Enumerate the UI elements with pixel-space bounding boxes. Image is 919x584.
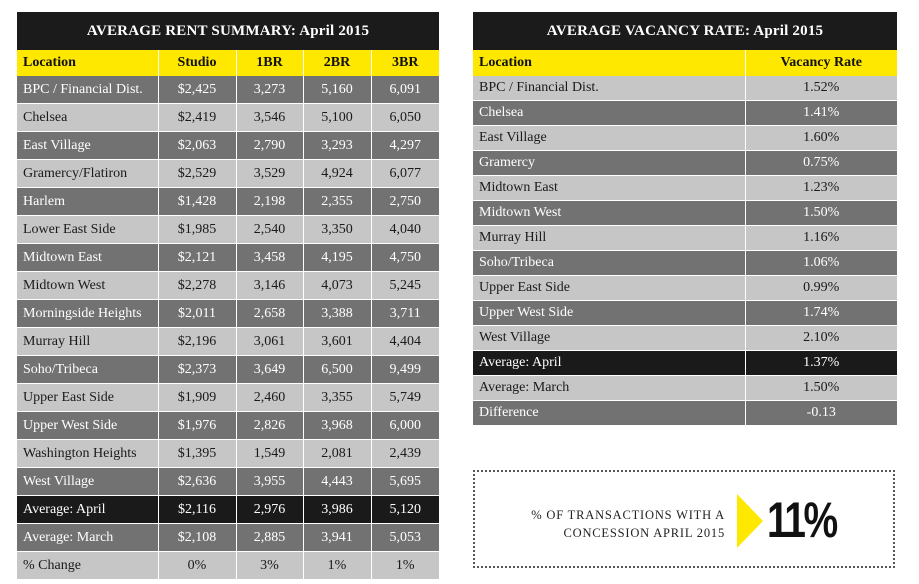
location-cell: Chelsea bbox=[17, 104, 158, 132]
rent-table-row bbox=[17, 216, 439, 244]
value-cell: $2,278 bbox=[158, 272, 236, 300]
rent-table-header-row bbox=[17, 50, 439, 76]
rent-table-row bbox=[17, 496, 439, 524]
value-cell: 3,273 bbox=[236, 76, 303, 104]
value-cell: 1.41% bbox=[745, 101, 897, 126]
value-cell: 9,499 bbox=[371, 356, 439, 384]
value-cell: 2,540 bbox=[236, 216, 303, 244]
rent-table-row bbox=[17, 104, 439, 132]
column-header-2br: 2BR bbox=[303, 50, 371, 76]
value-cell: 3,458 bbox=[236, 244, 303, 272]
value-cell: 1.06% bbox=[745, 251, 897, 276]
vacancy-table-row bbox=[473, 351, 897, 376]
rent-table-row bbox=[17, 468, 439, 496]
value-cell: 1% bbox=[303, 552, 371, 580]
value-cell: 4,404 bbox=[371, 328, 439, 356]
rent-table-row bbox=[17, 76, 439, 104]
rent-table-row bbox=[17, 356, 439, 384]
value-cell: 3,293 bbox=[303, 132, 371, 160]
value-cell: 1.16% bbox=[745, 226, 897, 251]
location-cell: BPC / Financial Dist. bbox=[473, 76, 745, 101]
vacancy-rate-table bbox=[473, 12, 897, 426]
location-cell: Difference bbox=[473, 401, 745, 426]
value-cell: 3,388 bbox=[303, 300, 371, 328]
column-header-1br: 1BR bbox=[236, 50, 303, 76]
location-cell: Upper West Side bbox=[473, 301, 745, 326]
value-cell: 4,297 bbox=[371, 132, 439, 160]
concession-percentage: 11% bbox=[767, 492, 836, 548]
location-cell: Average: April bbox=[17, 496, 158, 524]
vacancy-table-row bbox=[473, 126, 897, 151]
location-cell: West Village bbox=[17, 468, 158, 496]
value-cell: 1% bbox=[371, 552, 439, 580]
value-cell: 2,826 bbox=[236, 412, 303, 440]
value-cell: 3,350 bbox=[303, 216, 371, 244]
concession-label-line1: % OF TRANSACTIONS WITH A bbox=[531, 508, 725, 522]
value-cell: 2,439 bbox=[371, 440, 439, 468]
location-cell: Average: March bbox=[473, 376, 745, 401]
value-cell: 0% bbox=[158, 552, 236, 580]
location-cell: Midtown West bbox=[17, 272, 158, 300]
rent-table-row bbox=[17, 384, 439, 412]
rent-table-row bbox=[17, 552, 439, 580]
value-cell: $1,976 bbox=[158, 412, 236, 440]
value-cell: 1.50% bbox=[745, 376, 897, 401]
rent-table-row bbox=[17, 300, 439, 328]
column-header-studio: Studio bbox=[158, 50, 236, 76]
rent-table-row bbox=[17, 524, 439, 552]
vacancy-table-row bbox=[473, 326, 897, 351]
location-cell: Harlem bbox=[17, 188, 158, 216]
value-cell: $1,909 bbox=[158, 384, 236, 412]
value-cell: 3,529 bbox=[236, 160, 303, 188]
vacancy-table-row bbox=[473, 201, 897, 226]
value-cell: 3,546 bbox=[236, 104, 303, 132]
value-cell: 3,601 bbox=[303, 328, 371, 356]
rent-table-row bbox=[17, 188, 439, 216]
location-cell: Soho/Tribeca bbox=[473, 251, 745, 276]
value-cell: 1.74% bbox=[745, 301, 897, 326]
value-cell: 3,955 bbox=[236, 468, 303, 496]
value-cell: 6,077 bbox=[371, 160, 439, 188]
rent-table-row bbox=[17, 244, 439, 272]
concession-callout bbox=[473, 470, 895, 568]
arrow-right-icon bbox=[737, 494, 763, 548]
rent-table-row bbox=[17, 160, 439, 188]
value-cell: 2,976 bbox=[236, 496, 303, 524]
value-cell: $2,121 bbox=[158, 244, 236, 272]
value-cell: 4,040 bbox=[371, 216, 439, 244]
value-cell: $2,636 bbox=[158, 468, 236, 496]
rent-table-body bbox=[17, 76, 439, 580]
vacancy-table-title: AVERAGE VACANCY RATE: April 2015 bbox=[473, 12, 897, 50]
location-cell: West Village bbox=[473, 326, 745, 351]
location-cell: BPC / Financial Dist. bbox=[17, 76, 158, 104]
concession-label-line2: CONCESSION APRIL 2015 bbox=[563, 526, 725, 540]
vacancy-table-row bbox=[473, 401, 897, 426]
vacancy-table-row bbox=[473, 251, 897, 276]
value-cell: 5,695 bbox=[371, 468, 439, 496]
value-cell: 3,649 bbox=[236, 356, 303, 384]
value-cell: 2,081 bbox=[303, 440, 371, 468]
rent-table-title-row bbox=[17, 12, 439, 50]
vacancy-table-row bbox=[473, 276, 897, 301]
location-cell: Average: March bbox=[17, 524, 158, 552]
value-cell: 2,460 bbox=[236, 384, 303, 412]
vacancy-table-row bbox=[473, 226, 897, 251]
value-cell: $2,373 bbox=[158, 356, 236, 384]
value-cell: 4,443 bbox=[303, 468, 371, 496]
value-cell: 2,658 bbox=[236, 300, 303, 328]
value-cell: 2,355 bbox=[303, 188, 371, 216]
rent-table-row bbox=[17, 440, 439, 468]
value-cell: $1,985 bbox=[158, 216, 236, 244]
value-cell: $2,063 bbox=[158, 132, 236, 160]
value-cell: -0.13 bbox=[745, 401, 897, 426]
value-cell: 0.75% bbox=[745, 151, 897, 176]
value-cell: 6,050 bbox=[371, 104, 439, 132]
value-cell: 3% bbox=[236, 552, 303, 580]
column-header-vacancy-rate: Vacancy Rate bbox=[745, 50, 897, 76]
value-cell: 4,073 bbox=[303, 272, 371, 300]
value-cell: 3,146 bbox=[236, 272, 303, 300]
location-cell: Upper East Side bbox=[473, 276, 745, 301]
value-cell: 1.23% bbox=[745, 176, 897, 201]
vacancy-table-body bbox=[473, 76, 897, 426]
value-cell: $2,196 bbox=[158, 328, 236, 356]
location-cell: Murray Hill bbox=[473, 226, 745, 251]
value-cell: 3,061 bbox=[236, 328, 303, 356]
location-cell: % Change bbox=[17, 552, 158, 580]
value-cell: 3,941 bbox=[303, 524, 371, 552]
rent-table-row bbox=[17, 328, 439, 356]
rent-table-row bbox=[17, 272, 439, 300]
value-cell: 2,790 bbox=[236, 132, 303, 160]
location-cell: Washington Heights bbox=[17, 440, 158, 468]
value-cell: 2,750 bbox=[371, 188, 439, 216]
value-cell: $2,011 bbox=[158, 300, 236, 328]
vacancy-table-row bbox=[473, 376, 897, 401]
value-cell: 5,749 bbox=[371, 384, 439, 412]
value-cell: $2,529 bbox=[158, 160, 236, 188]
rent-table-row bbox=[17, 132, 439, 160]
concession-label bbox=[515, 506, 725, 542]
value-cell: 2,198 bbox=[236, 188, 303, 216]
vacancy-table-row bbox=[473, 76, 897, 101]
value-cell: $2,425 bbox=[158, 76, 236, 104]
value-cell: 3,711 bbox=[371, 300, 439, 328]
location-cell: Midtown East bbox=[473, 176, 745, 201]
value-cell: 2.10% bbox=[745, 326, 897, 351]
location-cell: Upper West Side bbox=[17, 412, 158, 440]
location-cell: Murray Hill bbox=[17, 328, 158, 356]
value-cell: 6,091 bbox=[371, 76, 439, 104]
value-cell: 1,549 bbox=[236, 440, 303, 468]
value-cell: $1,395 bbox=[158, 440, 236, 468]
location-cell: Upper East Side bbox=[17, 384, 158, 412]
value-cell: $1,428 bbox=[158, 188, 236, 216]
location-cell: East Village bbox=[17, 132, 158, 160]
value-cell: 5,100 bbox=[303, 104, 371, 132]
vacancy-table-row bbox=[473, 101, 897, 126]
column-header-location: Location bbox=[17, 50, 158, 76]
rent-table-title: AVERAGE RENT SUMMARY: April 2015 bbox=[17, 12, 439, 50]
vacancy-table-header-row bbox=[473, 50, 897, 76]
value-cell: 4,195 bbox=[303, 244, 371, 272]
vacancy-table-row bbox=[473, 151, 897, 176]
value-cell: $2,108 bbox=[158, 524, 236, 552]
location-cell: Morningside Heights bbox=[17, 300, 158, 328]
vacancy-table-row bbox=[473, 301, 897, 326]
column-header-location: Location bbox=[473, 50, 745, 76]
value-cell: 1.50% bbox=[745, 201, 897, 226]
value-cell: 6,000 bbox=[371, 412, 439, 440]
vacancy-table-title-row bbox=[473, 12, 897, 50]
value-cell: 6,500 bbox=[303, 356, 371, 384]
location-cell: Lower East Side bbox=[17, 216, 158, 244]
value-cell: 5,053 bbox=[371, 524, 439, 552]
location-cell: Chelsea bbox=[473, 101, 745, 126]
location-cell: Midtown West bbox=[473, 201, 745, 226]
value-cell: 3,355 bbox=[303, 384, 371, 412]
value-cell: 1.52% bbox=[745, 76, 897, 101]
location-cell: East Village bbox=[473, 126, 745, 151]
value-cell: 0.99% bbox=[745, 276, 897, 301]
vacancy-table-row bbox=[473, 176, 897, 201]
value-cell: 1.37% bbox=[745, 351, 897, 376]
location-cell: Midtown East bbox=[17, 244, 158, 272]
value-cell: 1.60% bbox=[745, 126, 897, 151]
location-cell: Gramercy bbox=[473, 151, 745, 176]
value-cell: $2,419 bbox=[158, 104, 236, 132]
rent-table-row bbox=[17, 412, 439, 440]
value-cell: $2,116 bbox=[158, 496, 236, 524]
value-cell: 2,885 bbox=[236, 524, 303, 552]
rent-summary-table bbox=[17, 12, 439, 580]
value-cell: 4,924 bbox=[303, 160, 371, 188]
value-cell: 5,120 bbox=[371, 496, 439, 524]
value-cell: 3,986 bbox=[303, 496, 371, 524]
value-cell: 5,245 bbox=[371, 272, 439, 300]
column-header-3br: 3BR bbox=[371, 50, 439, 76]
location-cell: Average: April bbox=[473, 351, 745, 376]
value-cell: 5,160 bbox=[303, 76, 371, 104]
location-cell: Soho/Tribeca bbox=[17, 356, 158, 384]
value-cell: 4,750 bbox=[371, 244, 439, 272]
location-cell: Gramercy/Flatiron bbox=[17, 160, 158, 188]
value-cell: 3,968 bbox=[303, 412, 371, 440]
